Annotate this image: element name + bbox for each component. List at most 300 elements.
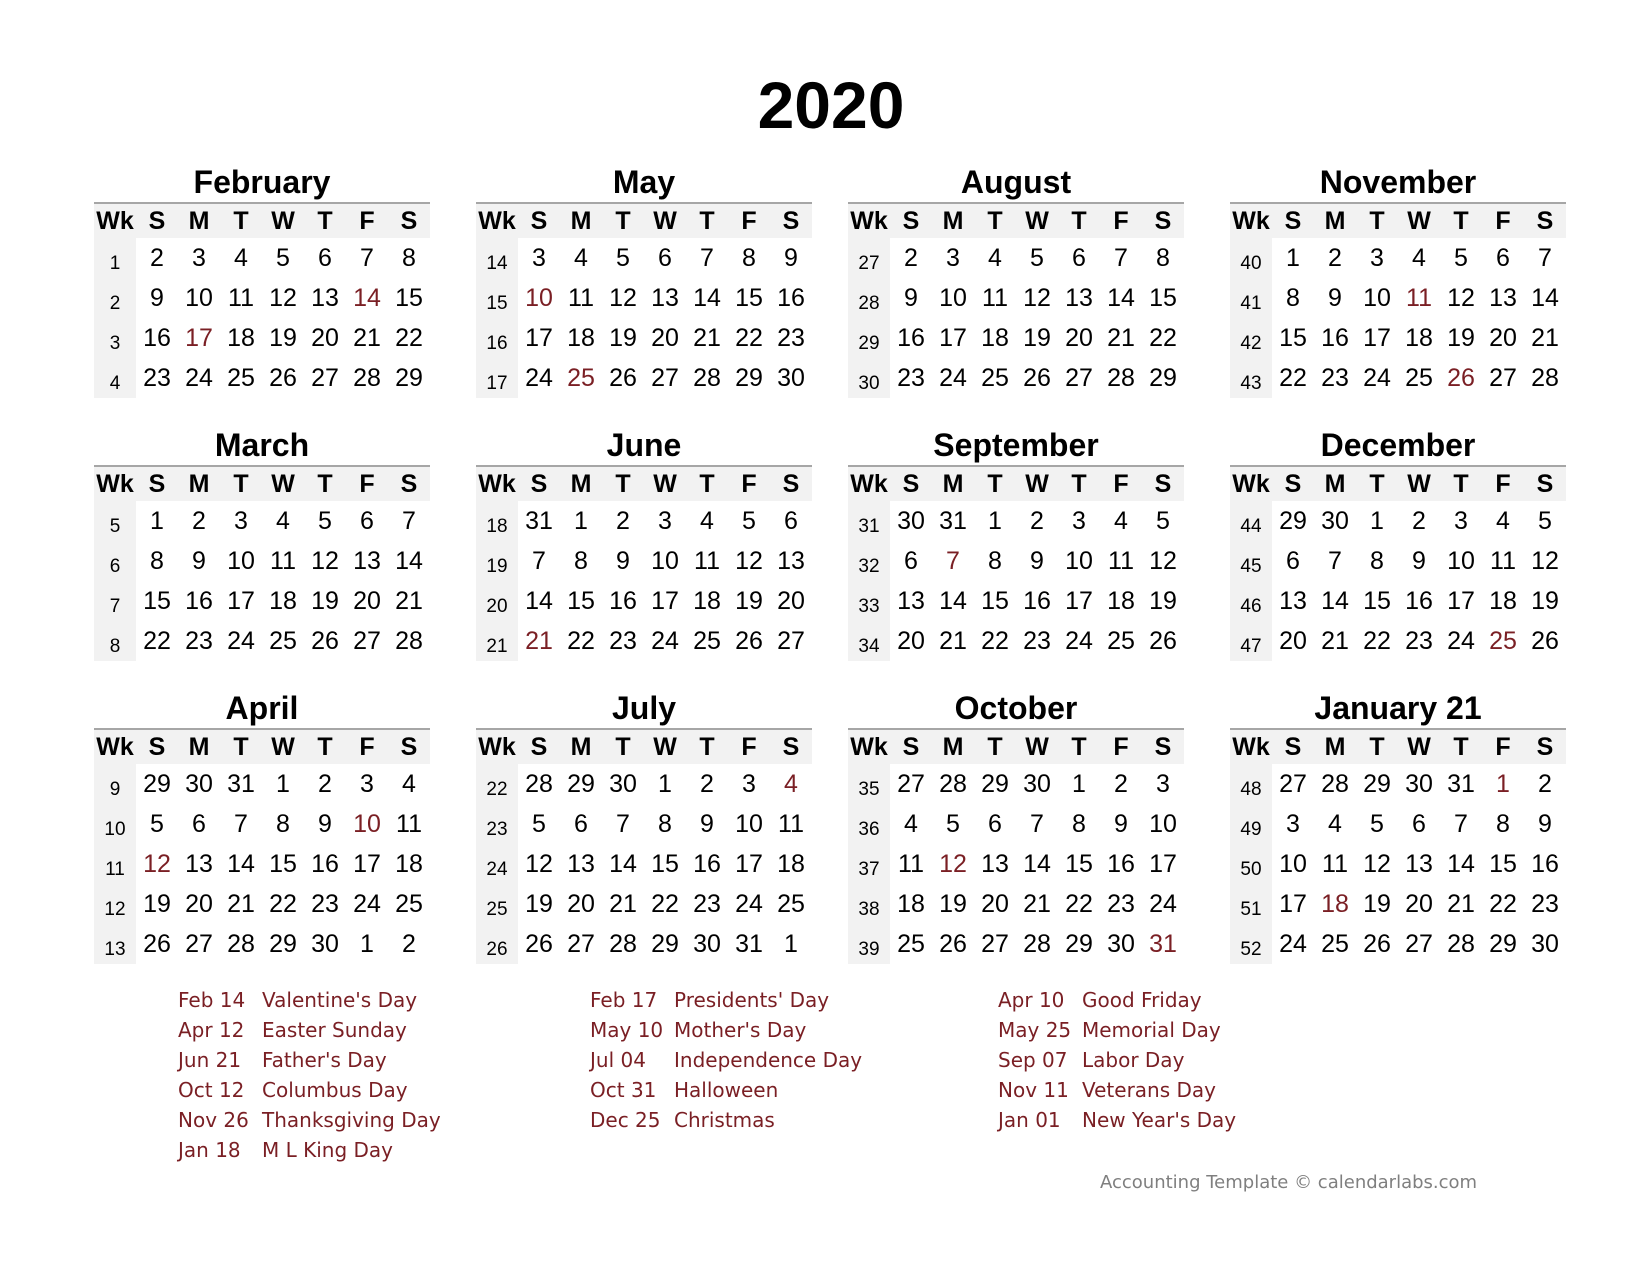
date-cell: 18: [395, 849, 423, 878]
week-row: [94, 884, 430, 924]
week-number: 3: [94, 318, 136, 358]
date-cell: 11: [396, 809, 422, 838]
date-cell: 6: [192, 809, 206, 838]
week-number: 1: [94, 238, 136, 278]
date-cell: 6: [904, 546, 918, 575]
weekday-header: S: [1272, 204, 1314, 238]
date-cell: 13: [981, 849, 1009, 878]
date-cell: 30: [897, 506, 925, 535]
date-cell: 3: [1370, 243, 1384, 272]
date-cell: 13: [651, 283, 679, 312]
week-row: [476, 804, 812, 844]
date-cell: 11: [982, 283, 1008, 312]
date-cell: 8: [658, 809, 672, 838]
week-number: 31: [848, 501, 890, 541]
date-cell: 27: [651, 363, 679, 392]
date-cell: 25: [1107, 626, 1135, 655]
date-cell: 17: [1363, 323, 1391, 352]
holiday-date: Apr 12: [178, 1018, 245, 1042]
week-row: [1230, 924, 1566, 964]
weekday-header: S: [518, 730, 560, 764]
date-cell: 10: [1279, 849, 1307, 878]
weekday-header: S: [1524, 467, 1566, 501]
week-number: 18: [476, 501, 518, 541]
date-cell: 23: [693, 889, 721, 918]
weekday-header: T: [974, 467, 1016, 501]
weekday-header: W: [1398, 730, 1440, 764]
holiday-name: New Year's Day: [1082, 1108, 1237, 1132]
week-number: 33: [848, 581, 890, 621]
month-title: June: [606, 427, 682, 463]
weekday-header: S: [518, 467, 560, 501]
date-cell: 28: [227, 929, 255, 958]
weekday-header: T: [686, 204, 728, 238]
date-cell: 14: [939, 586, 967, 615]
weekday-header: S: [1272, 467, 1314, 501]
date-cell: 1: [988, 506, 1002, 535]
date-cell: 26: [143, 929, 171, 958]
month-title: December: [1320, 427, 1476, 463]
date-cell: 7: [234, 809, 248, 838]
week-number: 29: [848, 318, 890, 358]
date-cell: 22: [567, 626, 595, 655]
weekday-header: F: [728, 204, 770, 238]
date-cell: 30: [1023, 769, 1051, 798]
weekday-header: M: [932, 204, 974, 238]
date-cell: 3: [1454, 506, 1468, 535]
date-cell: 3: [192, 243, 206, 272]
week-row: [476, 278, 812, 318]
date-cell: 2: [1538, 769, 1552, 798]
date-cell: 29: [981, 769, 1009, 798]
weekday-header: T: [602, 204, 644, 238]
month-december: [1230, 427, 1566, 661]
date-cell: 31: [525, 506, 553, 535]
date-cell: 5: [1030, 243, 1044, 272]
date-cell: 3: [658, 506, 672, 535]
date-cell: 8: [1370, 546, 1384, 575]
date-cell: 1: [784, 929, 798, 958]
date-cell: 10: [1363, 283, 1391, 312]
holiday-date-cell: 12: [143, 849, 171, 878]
weekday-header: T: [220, 204, 262, 238]
date-cell: 12: [311, 546, 339, 575]
weekday-header-row: [848, 467, 1184, 501]
month-august: [848, 164, 1184, 398]
date-cell: 8: [276, 809, 290, 838]
date-cell: 7: [1030, 809, 1044, 838]
weekday-header: M: [932, 730, 974, 764]
date-cell: 28: [395, 626, 423, 655]
weekday-header: W: [1016, 204, 1058, 238]
date-cell: 5: [616, 243, 630, 272]
month-table: [94, 204, 430, 398]
week-row: [1230, 804, 1566, 844]
weekday-header-row: [476, 467, 812, 501]
holiday-name: Veterans Day: [1082, 1078, 1217, 1102]
date-cell: 23: [1405, 626, 1433, 655]
date-cell: 18: [897, 889, 925, 918]
month-table: [94, 730, 430, 964]
date-cell: 22: [735, 323, 763, 352]
date-cell: 15: [735, 283, 763, 312]
date-cell: 15: [981, 586, 1009, 615]
weekday-header: S: [1142, 204, 1184, 238]
weekday-header: S: [770, 730, 812, 764]
date-cell: 29: [269, 929, 297, 958]
date-cell: 2: [1412, 506, 1426, 535]
date-cell: 8: [150, 546, 164, 575]
weekday-header: T: [304, 730, 346, 764]
date-cell: 30: [1531, 929, 1559, 958]
date-cell: 4: [988, 243, 1002, 272]
date-cell: 19: [1363, 889, 1391, 918]
month-table: [848, 467, 1184, 661]
date-cell: 3: [742, 769, 756, 798]
week-row: [476, 501, 812, 541]
week-row: [848, 764, 1184, 804]
date-cell: 16: [185, 586, 213, 615]
date-cell: 2: [1114, 769, 1128, 798]
date-cell: 13: [567, 849, 595, 878]
holiday-name: Independence Day: [674, 1048, 863, 1072]
week-number-header: Wk: [94, 730, 136, 764]
date-cell: 6: [1286, 546, 1300, 575]
date-cell: 20: [777, 586, 805, 615]
month-title: January 21: [1314, 690, 1482, 726]
date-cell: 18: [777, 849, 805, 878]
week-number-header: Wk: [1230, 204, 1272, 238]
date-cell: 27: [777, 626, 805, 655]
date-cell: 22: [1489, 889, 1517, 918]
weekday-header: S: [388, 467, 430, 501]
date-cell: 7: [402, 506, 416, 535]
date-cell: 4: [700, 506, 714, 535]
date-cell: 27: [1279, 769, 1307, 798]
date-cell: 28: [1023, 929, 1051, 958]
week-row: [848, 804, 1184, 844]
holiday-name: Labor Day: [1082, 1048, 1185, 1072]
week-number: 39: [848, 924, 890, 964]
date-cell: 15: [143, 586, 171, 615]
week-row: [476, 541, 812, 581]
date-cell: 6: [988, 809, 1002, 838]
date-cell: 16: [693, 849, 721, 878]
date-cell: 5: [150, 809, 164, 838]
date-cell: 15: [1149, 283, 1177, 312]
date-cell: 2: [150, 243, 164, 272]
date-cell: 26: [939, 929, 967, 958]
date-cell: 6: [658, 243, 672, 272]
week-row: [1230, 844, 1566, 884]
date-cell: 23: [1107, 889, 1135, 918]
weekday-header: T: [974, 730, 1016, 764]
week-number-header: Wk: [848, 204, 890, 238]
date-cell: 20: [897, 626, 925, 655]
holiday-date: Oct 31: [590, 1078, 657, 1102]
week-row: [94, 804, 430, 844]
week-number: 36: [848, 804, 890, 844]
week-number: 13: [94, 924, 136, 964]
date-cell: 24: [227, 626, 255, 655]
date-cell: 1: [276, 769, 290, 798]
month-title: April: [225, 690, 299, 726]
weekday-header: F: [346, 467, 388, 501]
weekday-header: S: [1524, 730, 1566, 764]
date-cell: 30: [1405, 769, 1433, 798]
date-cell: 5: [946, 809, 960, 838]
week-number: 43: [1230, 358, 1272, 398]
date-cell: 28: [525, 769, 553, 798]
date-cell: 9: [192, 546, 206, 575]
date-cell: 11: [568, 283, 594, 312]
date-cell: 23: [185, 626, 213, 655]
weekday-header: M: [178, 204, 220, 238]
holiday-row: [178, 1015, 532, 1045]
weekday-header: M: [932, 467, 974, 501]
date-cell: 11: [1322, 849, 1348, 878]
date-cell: 26: [609, 363, 637, 392]
month-title: May: [612, 164, 676, 200]
weekday-header-row: [848, 730, 1184, 764]
date-cell: 9: [700, 809, 714, 838]
date-cell: 1: [1370, 506, 1384, 535]
date-cell: 19: [1447, 323, 1475, 352]
date-cell: 26: [1363, 929, 1391, 958]
date-cell: 2: [904, 243, 918, 272]
weekday-header: S: [388, 730, 430, 764]
date-cell: 9: [1328, 283, 1342, 312]
weekday-header: S: [1524, 204, 1566, 238]
date-cell: 1: [658, 769, 672, 798]
date-cell: 16: [143, 323, 171, 352]
weekday-header: S: [136, 730, 178, 764]
date-cell: 9: [784, 243, 798, 272]
weekday-header: W: [644, 730, 686, 764]
date-cell: 11: [694, 546, 720, 575]
weekday-header: S: [136, 467, 178, 501]
date-cell: 14: [1447, 849, 1475, 878]
date-cell: 7: [1454, 809, 1468, 838]
date-cell: 25: [897, 929, 925, 958]
date-cell: 11: [1490, 546, 1516, 575]
weekday-header: W: [262, 730, 304, 764]
date-cell: 18: [981, 323, 1009, 352]
holiday-date-cell: 10: [353, 809, 381, 838]
week-number: 42: [1230, 318, 1272, 358]
date-cell: 22: [1363, 626, 1391, 655]
date-cell: 25: [981, 363, 1009, 392]
date-cell: 13: [311, 283, 339, 312]
date-cell: 1: [574, 506, 588, 535]
week-row: [94, 541, 430, 581]
week-number: 9: [94, 764, 136, 804]
holiday-date: Feb 17: [590, 988, 658, 1012]
date-cell: 18: [1107, 586, 1135, 615]
holiday-date: May 10: [590, 1018, 664, 1042]
date-cell: 18: [1405, 323, 1433, 352]
date-cell: 14: [1107, 283, 1135, 312]
date-cell: 13: [1489, 283, 1517, 312]
week-number-header: Wk: [1230, 730, 1272, 764]
date-cell: 14: [609, 849, 637, 878]
month-june: [476, 427, 812, 661]
date-cell: 6: [318, 243, 332, 272]
date-cell: 19: [1149, 586, 1177, 615]
date-cell: 17: [227, 586, 255, 615]
date-cell: 3: [360, 769, 374, 798]
weekday-header: S: [890, 730, 932, 764]
date-cell: 29: [735, 363, 763, 392]
holiday-date: Jul 04: [590, 1048, 646, 1072]
holiday-name: M L King Day: [262, 1138, 394, 1162]
date-cell: 25: [1405, 363, 1433, 392]
holiday-row: [998, 1105, 1352, 1135]
date-cell: 10: [651, 546, 679, 575]
week-number-header: Wk: [1230, 467, 1272, 501]
month-table: [476, 730, 812, 964]
date-cell: 18: [693, 586, 721, 615]
week-number: 11: [94, 844, 136, 884]
month-january-21: [1230, 690, 1566, 964]
date-cell: 30: [693, 929, 721, 958]
week-number-header: Wk: [848, 730, 890, 764]
week-number-header: Wk: [476, 467, 518, 501]
weekday-header: T: [1440, 467, 1482, 501]
weekday-header-row: [848, 204, 1184, 238]
holiday-row: [590, 1045, 944, 1075]
date-cell: 30: [311, 929, 339, 958]
weekday-header: T: [1356, 204, 1398, 238]
week-number: 38: [848, 884, 890, 924]
month-table: [1230, 730, 1566, 964]
date-cell: 2: [318, 769, 332, 798]
date-cell: 17: [735, 849, 763, 878]
date-cell: 20: [1489, 323, 1517, 352]
week-number: 10: [94, 804, 136, 844]
date-cell: 25: [395, 889, 423, 918]
holiday-row: [178, 1045, 532, 1075]
date-cell: 24: [1363, 363, 1391, 392]
week-row: [1230, 581, 1566, 621]
date-cell: 28: [1321, 769, 1349, 798]
date-cell: 21: [939, 626, 967, 655]
date-cell: 28: [693, 363, 721, 392]
date-cell: 9: [150, 283, 164, 312]
week-number: 19: [476, 541, 518, 581]
date-cell: 15: [651, 849, 679, 878]
date-cell: 5: [1454, 243, 1468, 272]
date-cell: 27: [981, 929, 1009, 958]
date-cell: 20: [1279, 626, 1307, 655]
date-cell: 23: [897, 363, 925, 392]
week-number: 44: [1230, 501, 1272, 541]
date-cell: 3: [1286, 809, 1300, 838]
date-cell: 5: [1156, 506, 1170, 535]
week-number: 32: [848, 541, 890, 581]
weekday-header-row: [94, 467, 430, 501]
week-row: [848, 621, 1184, 661]
date-cell: 13: [1279, 586, 1307, 615]
date-cell: 24: [1065, 626, 1093, 655]
date-cell: 5: [318, 506, 332, 535]
date-cell: 24: [185, 363, 213, 392]
holiday-row: [590, 985, 944, 1015]
holiday-list: [0, 985, 1650, 1185]
holiday-row: [590, 1105, 944, 1135]
date-cell: 4: [234, 243, 248, 272]
date-cell: 25: [693, 626, 721, 655]
holiday-row: [998, 1075, 1352, 1105]
holiday-row: [998, 1015, 1352, 1045]
date-cell: 5: [276, 243, 290, 272]
date-cell: 10: [939, 283, 967, 312]
date-cell: 6: [574, 809, 588, 838]
date-cell: 18: [227, 323, 255, 352]
weekday-header: W: [1398, 467, 1440, 501]
holiday-date-cell: 4: [784, 769, 798, 798]
weekday-header: S: [890, 467, 932, 501]
date-cell: 3: [1156, 769, 1170, 798]
date-cell: 13: [1405, 849, 1433, 878]
week-row: [476, 581, 812, 621]
holiday-date-cell: 31: [1149, 929, 1177, 958]
holiday-date: Nov 11: [998, 1078, 1069, 1102]
date-cell: 31: [735, 929, 763, 958]
week-row: [94, 238, 430, 278]
date-cell: 15: [1279, 323, 1307, 352]
week-number: 2: [94, 278, 136, 318]
date-cell: 10: [227, 546, 255, 575]
weekday-header: T: [1058, 467, 1100, 501]
week-number: 25: [476, 884, 518, 924]
date-cell: 5: [532, 809, 546, 838]
weekday-header: F: [1100, 204, 1142, 238]
weekday-header: T: [1356, 467, 1398, 501]
date-cell: 19: [143, 889, 171, 918]
date-cell: 29: [651, 929, 679, 958]
week-row: [94, 621, 430, 661]
week-row: [1230, 501, 1566, 541]
week-number: 35: [848, 764, 890, 804]
weekday-header: S: [1142, 730, 1184, 764]
weekday-header: F: [1482, 467, 1524, 501]
date-cell: 22: [981, 626, 1009, 655]
weekday-header: W: [1016, 730, 1058, 764]
date-cell: 14: [1531, 283, 1559, 312]
week-number: 41: [1230, 278, 1272, 318]
week-row: [1230, 238, 1566, 278]
date-cell: 2: [1328, 243, 1342, 272]
date-cell: 26: [1149, 626, 1177, 655]
holiday-date: Apr 10: [998, 988, 1065, 1012]
date-cell: 22: [395, 323, 423, 352]
week-number: 50: [1230, 844, 1272, 884]
week-row: [476, 238, 812, 278]
date-cell: 12: [269, 283, 297, 312]
date-cell: 27: [1489, 363, 1517, 392]
holiday-column: [178, 985, 532, 1165]
week-number: 40: [1230, 238, 1272, 278]
date-cell: 16: [1405, 586, 1433, 615]
month-title: November: [1319, 164, 1477, 200]
weekday-header: T: [1058, 730, 1100, 764]
date-cell: 8: [1072, 809, 1086, 838]
date-cell: 28: [1447, 929, 1475, 958]
month-february: [94, 164, 430, 398]
date-cell: 16: [1531, 849, 1559, 878]
date-cell: 10: [735, 809, 763, 838]
